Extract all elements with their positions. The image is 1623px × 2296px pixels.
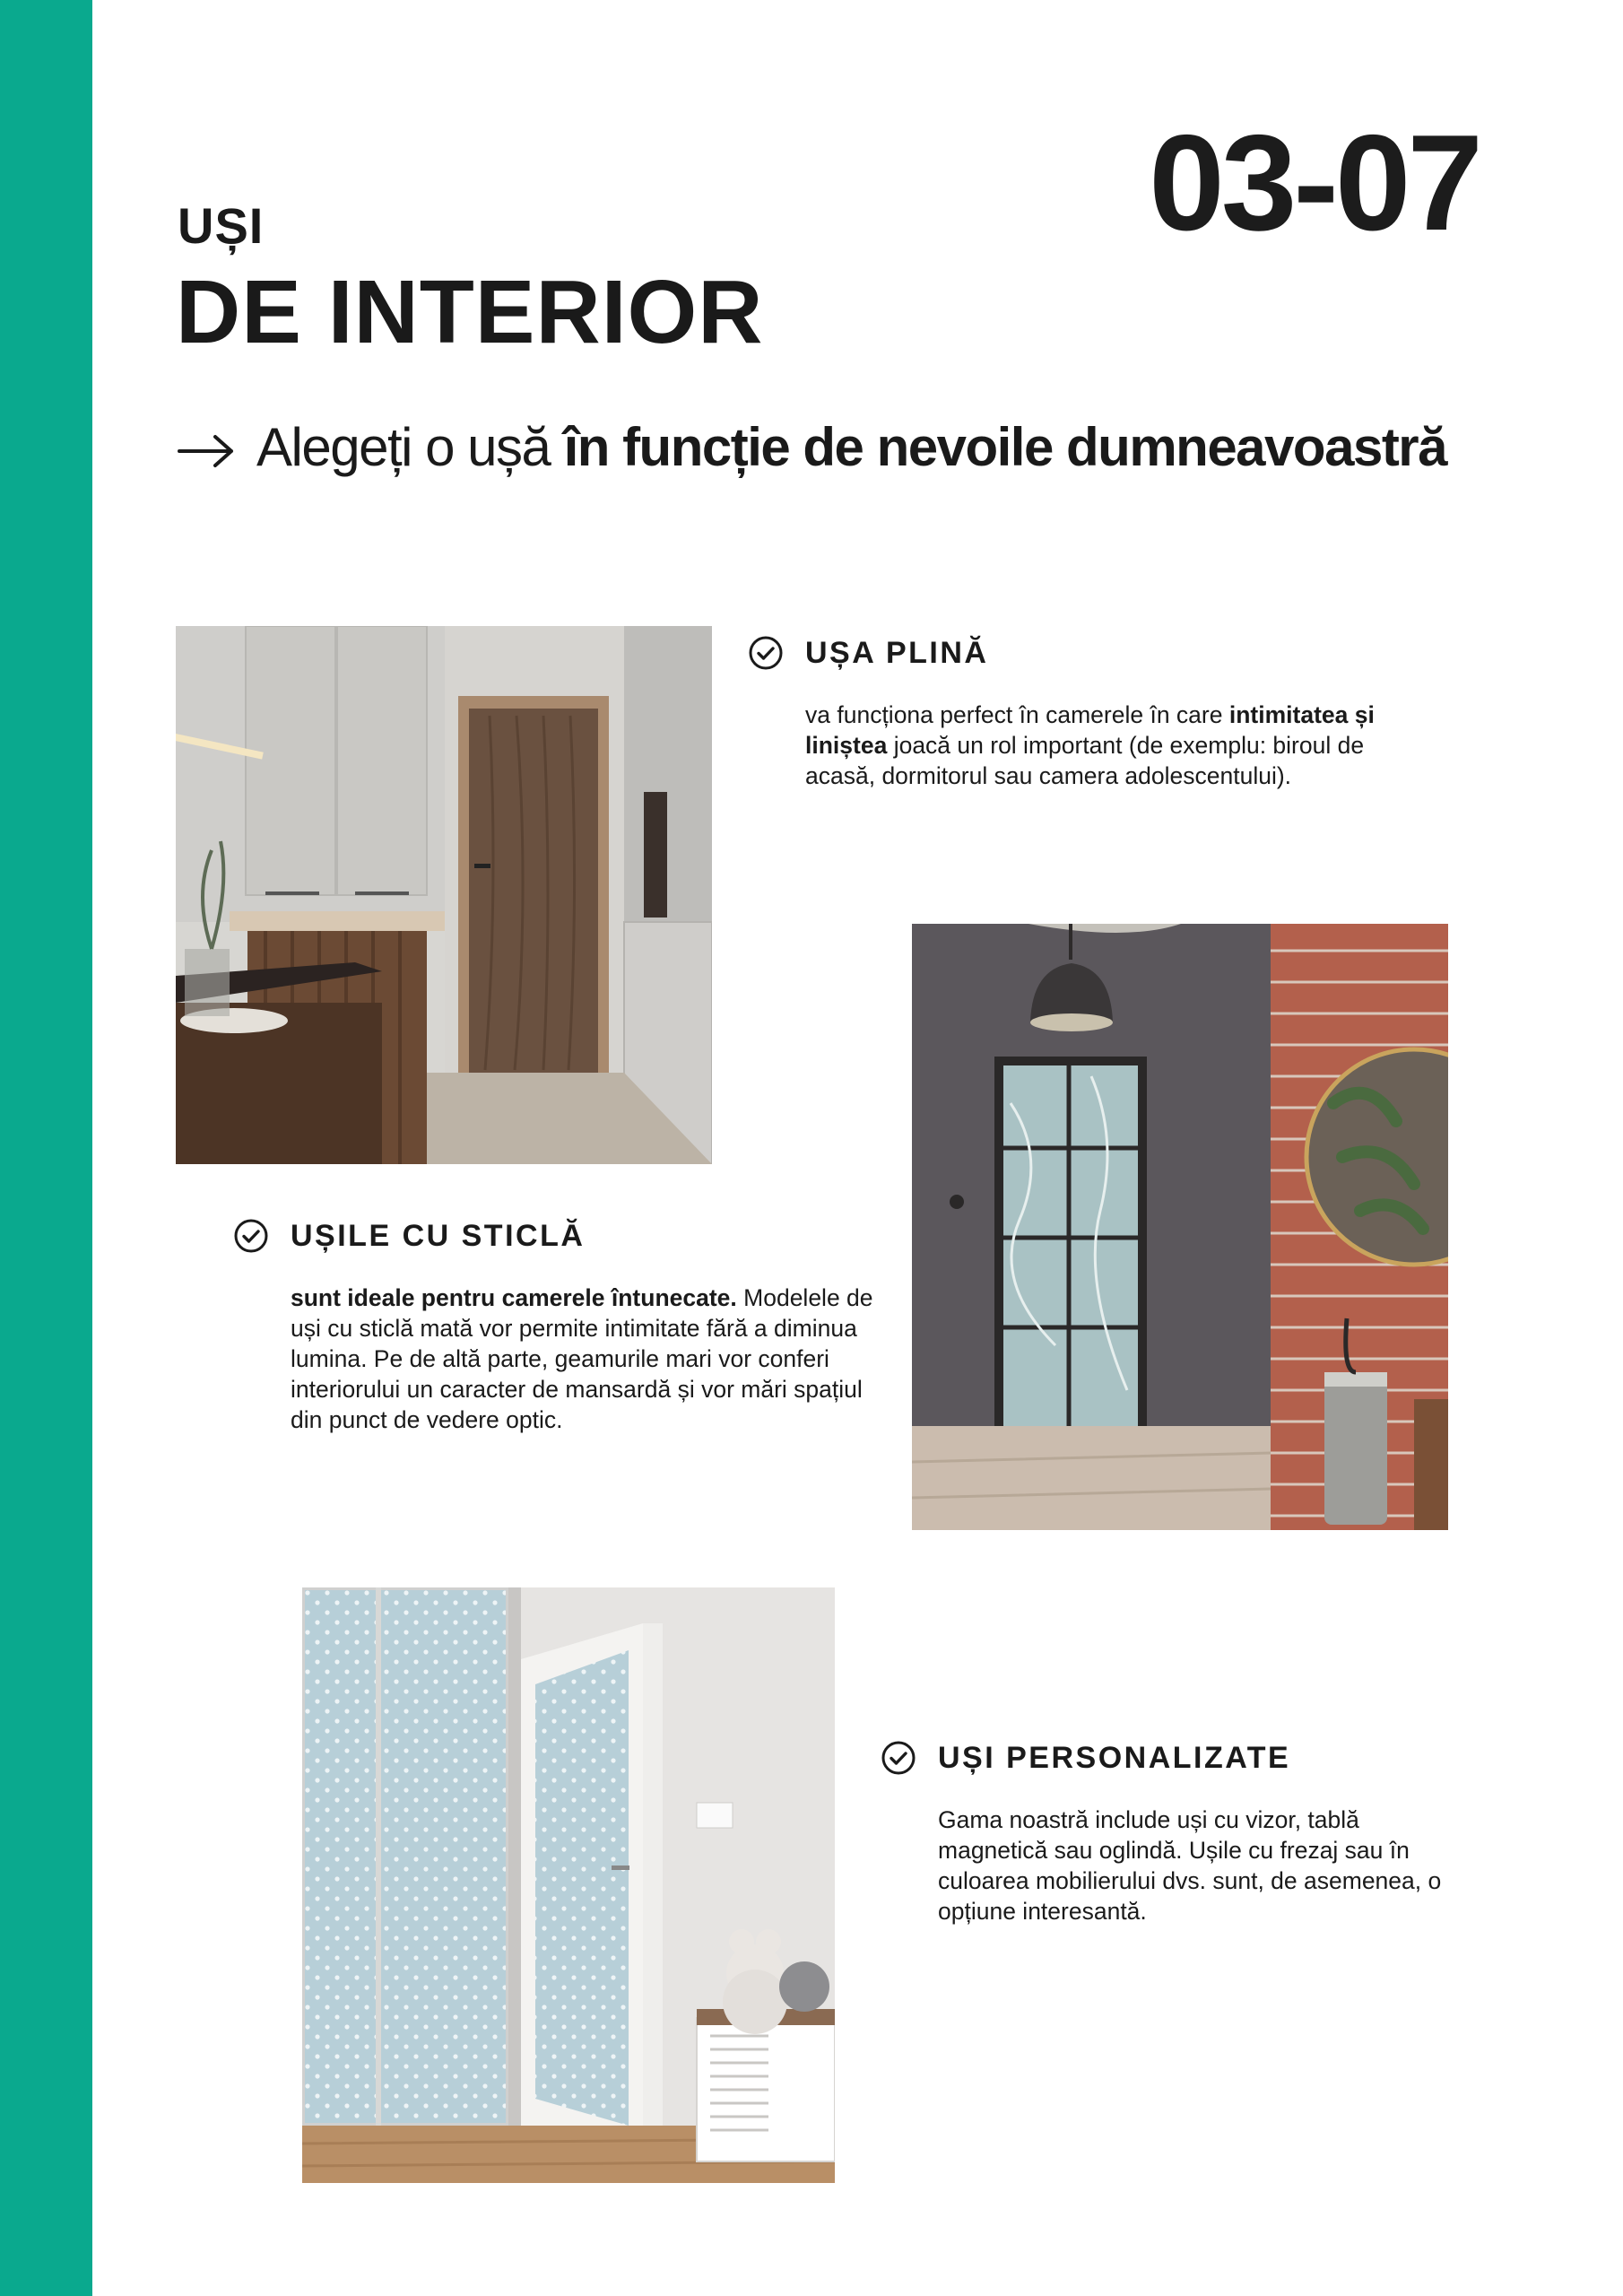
feature-description: va funcționa perfect în camerele în care intimitatea și liniștea joacă un rol important (de exemplu: biroul de acasă, dormitorul sau camera adolescentului). [805,701,1375,789]
lead-emphasis: în funcție de nevoile dumneavoastră [563,417,1447,477]
right-arrow-icon [176,422,237,481]
check-circle-icon [748,635,784,671]
photo-solid-door-kitchen [176,626,712,1164]
page-number: 03-07 [1149,107,1480,259]
feature-description: Gama noastră include uși cu vizor, tablă magnetică sau oglindă. Ușile cu frezaj sau în culoarea mobilierului dvs. sunt, de asemenea, o opțiune interesantă. [938,1806,1442,1925]
feature-title: UȘA PLINĂ [805,636,989,670]
feature-description: sunt ideale pentru camerele întunecate. Modelele de uși cu sticlă mată vor permite intimitate fără a diminua lumina. Pe de altă parte, geamurile mari vor conferi interiorului un caracter de mansardă și vor mări spațiul din punct de vedere optic. [291,1284,873,1433]
feature-custom-doors [881,1740,1472,1926]
side-accent-stripe [0,0,92,2296]
feature-glass-door [233,1218,879,1435]
check-circle-icon [233,1218,269,1254]
page-kicker: UȘI [178,197,265,254]
photo-glass-door-hallway [912,924,1448,1530]
lead-text: Alegeți o ușă [256,417,564,477]
feature-solid-door [748,635,1429,791]
page-title: DE INTERIOR [176,262,764,362]
feature-title: UȘILE CU STICLĂ [291,1219,586,1253]
lead-line [176,418,1446,481]
feature-title: UȘI PERSONALIZATE [938,1741,1291,1775]
check-circle-icon [881,1740,916,1776]
photo-custom-door-kids-room [302,1587,835,2183]
